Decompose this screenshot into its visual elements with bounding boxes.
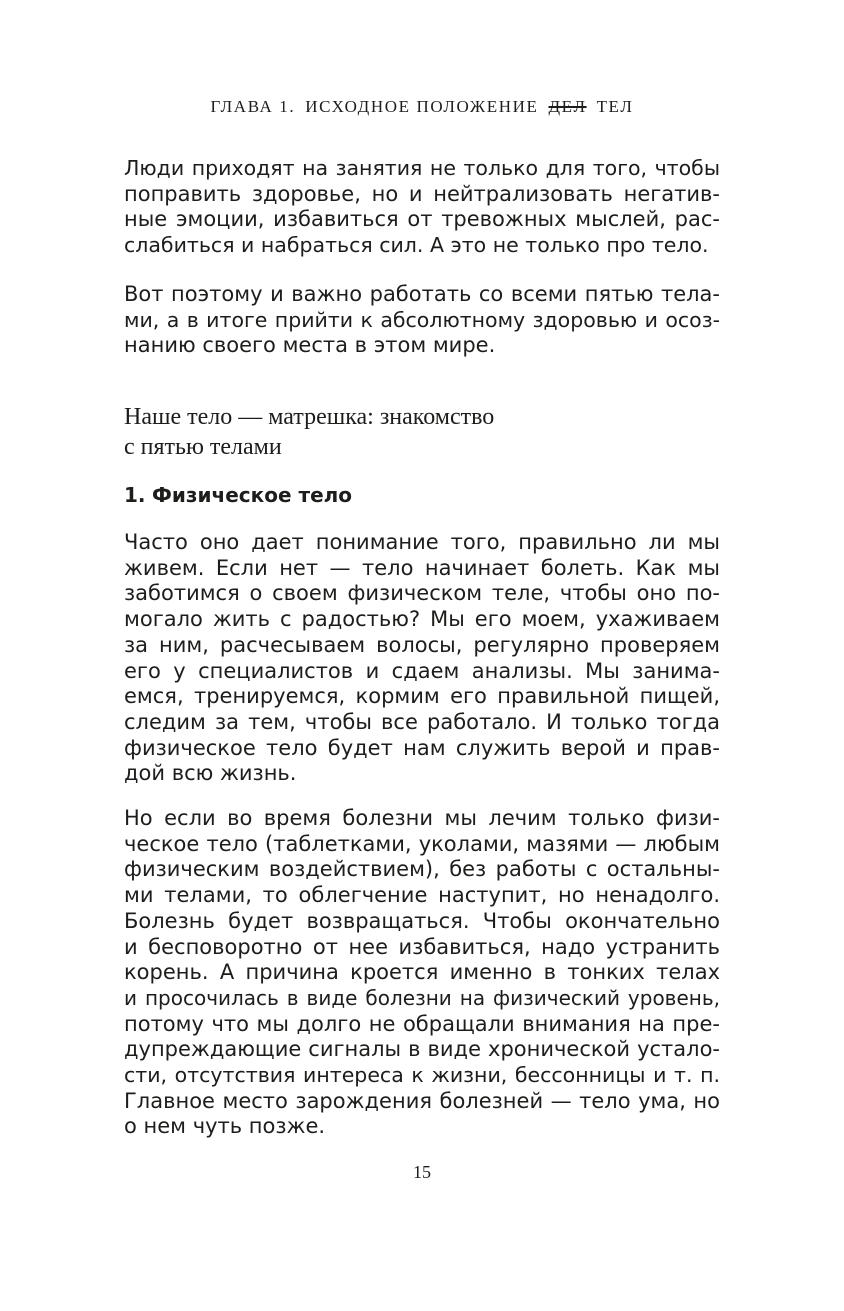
- text-line: ные эмоции, избавиться от тревожных мыслей, рас-: [124, 207, 720, 232]
- running-head-chapter: ГЛАВА 1.: [210, 97, 296, 116]
- text-line: о нем чуть позже.: [124, 1114, 326, 1139]
- text-line: сти, отсутствия интереса к жизни, бессонницы и т. п.: [124, 1063, 720, 1088]
- text-line: Главное место зарождения болезней — тело ума, но: [124, 1088, 720, 1113]
- section-heading-line-2: с пятью телами: [124, 434, 282, 460]
- section-heading-line-1: Наше тело — матрешка: знакомство: [124, 404, 495, 430]
- page-number: 15: [413, 1162, 431, 1182]
- text-line: и бесповоротно от нее избавиться, надо устранить: [124, 934, 720, 959]
- text-line: Люди приходят на занятия не только для того, чтобы: [124, 156, 720, 180]
- text-line: могало жить с радостью? Мы его моем, ухаживаем: [124, 607, 720, 632]
- text-line: физическое тело будет нам служить верой и прав-: [124, 735, 720, 760]
- text-line: заботимся о своем физическом теле, чтобы оно по-: [124, 581, 720, 606]
- text-line: Но если во время болезни мы лечим только физи-: [124, 806, 720, 830]
- text-line: дой всю жизнь.: [124, 761, 297, 786]
- text-line: Вот поэтому и важно работать со всеми пятью тела-: [124, 282, 720, 306]
- text-line: его у специалистов и сдаем анализы. Мы занима-: [124, 658, 720, 683]
- running-head-title-start: ИСХОДНОЕ ПОЛОЖЕНИЕ: [305, 97, 539, 116]
- text-line: емся, тренируемся, кормим его правильной пищей,: [124, 684, 720, 709]
- text-line: следим за тем, чтобы все работало. И только тогда: [124, 709, 720, 734]
- text-line: слабиться и набраться сил. А это не только про тело.: [124, 233, 709, 258]
- subheading-number: 1.: [124, 483, 146, 507]
- text-line: поправить здоровье, но и нейтрализовать негатив-: [124, 181, 720, 206]
- text-line: ми, а в итоге прийти к абсолютному здоровью и осоз-: [124, 307, 720, 332]
- text-line: и просочилась в виде болезни на физический уровень,: [124, 985, 720, 1010]
- text-line: нанию своего места в этом мире.: [124, 333, 496, 358]
- text-line: ми телами, то облегчение наступит, но ненадолго.: [124, 883, 720, 908]
- running-head-struck-word: ДЕЛ: [548, 97, 587, 116]
- text-line: живем. Если нет — тело начинает болеть. Как мы: [124, 555, 720, 580]
- text-line: за ним, расчесываем волосы, регулярно проверяем: [124, 632, 720, 657]
- running-head-title-end: ТЕЛ: [596, 97, 634, 116]
- paragraph-illness: [124, 806, 720, 1140]
- paragraph-five-bodies: [124, 282, 720, 359]
- text-line: дупреждающие сигналы в виде хронической устало-: [124, 1037, 720, 1062]
- section-heading: [124, 402, 724, 462]
- text-line: физическим воздействием), без работы с остальны-: [124, 857, 720, 882]
- subheading-physical-body: [124, 482, 352, 508]
- running-head: [0, 97, 844, 117]
- text-line: ческое тело (таблетками, уколами, мазями — любым: [124, 831, 720, 856]
- paragraph-physical-care: [124, 530, 720, 787]
- subheading-text: Физическое тело: [152, 483, 353, 507]
- text-line: Часто оно дает понимание того, правильно ли мы: [124, 530, 720, 554]
- text-line: Болезнь будет возвращаться. Чтобы окончательно: [124, 908, 720, 933]
- text-line: потому что мы долго не обращали внимания на пре-: [124, 1011, 720, 1036]
- paragraph-intro: [124, 156, 720, 259]
- text-line: корень. А причина кроется именно в тонких телах: [124, 960, 720, 985]
